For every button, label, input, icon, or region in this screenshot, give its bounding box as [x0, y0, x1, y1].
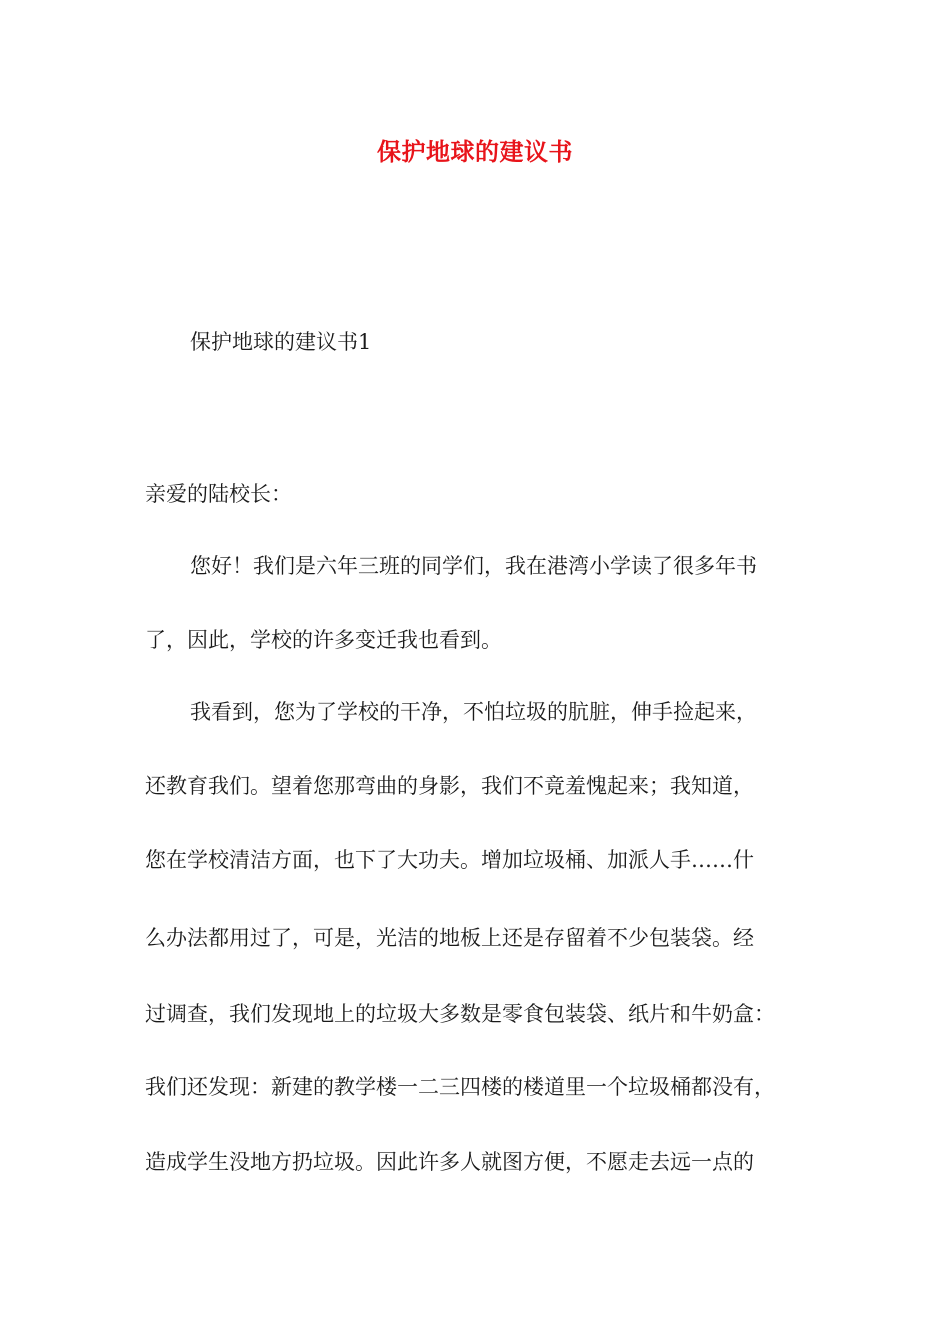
- paragraph-line: 了，因此，学校的许多变迁我也看到。: [145, 628, 502, 652]
- paragraph-line: 您好！我们是六年三班的同学们，我在港湾小学读了很多年书: [190, 554, 757, 578]
- paragraph-line: 么办法都用过了，可是，光洁的地板上还是存留着不少包装袋。经: [145, 926, 754, 950]
- salutation: 亲爱的陆校长：: [145, 482, 292, 506]
- paragraph-line: 您在学校清洁方面，也下了大功夫。增加垃圾桶、加派人手……什: [145, 848, 754, 872]
- paragraph-line: 我们还发现：新建的教学楼一二三四楼的楼道里一个垃圾桶都没有，: [145, 1075, 775, 1099]
- paragraph-line: 造成学生没地方扔垃圾。因此许多人就图方便，不愿走去远一点的: [145, 1150, 754, 1174]
- paragraph-line: 过调查，我们发现地上的垃圾大多数是零食包装袋、纸片和牛奶盒：: [145, 1002, 775, 1026]
- paragraph-line: 还教育我们。望着您那弯曲的身影，我们不竟羞愧起来；我知道，: [145, 774, 754, 798]
- paragraph-line: 我看到，您为了学校的干净，不怕垃圾的肮脏，伸手捡起来，: [190, 700, 757, 724]
- document-title: 保护地球的建议书: [377, 137, 573, 166]
- section-heading: 保护地球的建议书1: [190, 330, 372, 354]
